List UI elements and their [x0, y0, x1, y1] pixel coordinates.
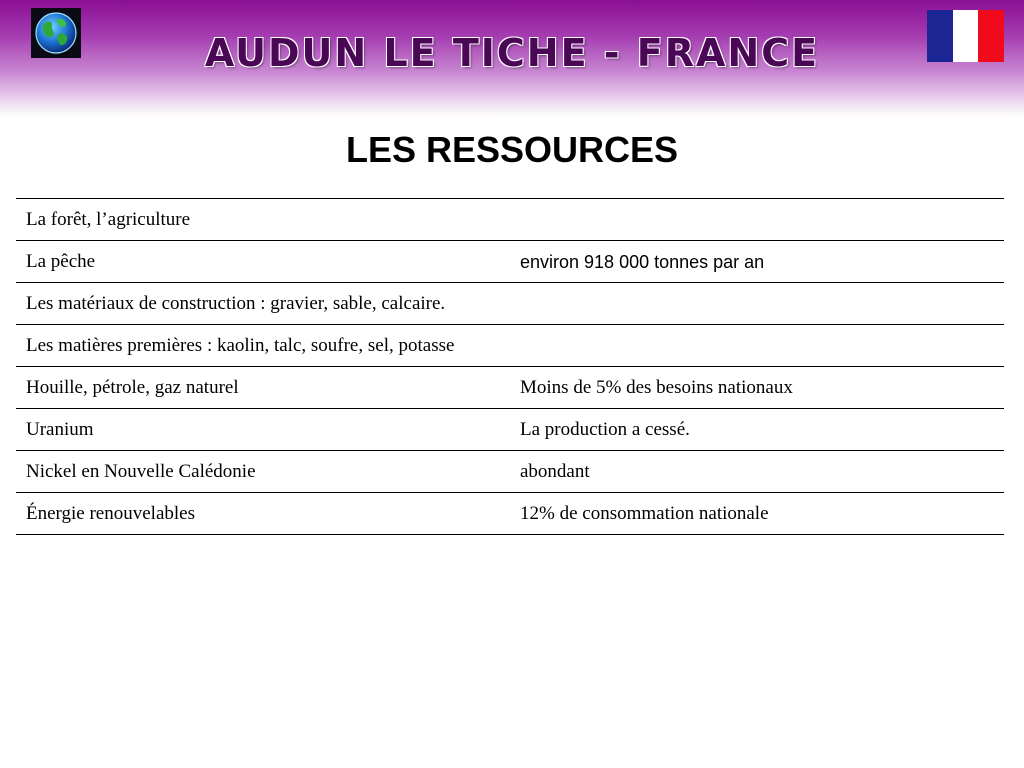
table-row	[16, 283, 1004, 325]
table-row	[16, 451, 1004, 493]
resources-table	[16, 198, 1004, 535]
site-title: AUDUN LE TICHE - FRANCE	[204, 31, 820, 75]
note-cell	[510, 199, 1004, 241]
resource-cell: Houille, pétrole, gaz naturel	[26, 377, 239, 398]
resource-cell: Uranium	[26, 419, 94, 440]
table-row	[16, 409, 1004, 451]
resource-cell: Nickel en Nouvelle Calédonie	[26, 461, 256, 482]
resource-cell: La pêche	[26, 251, 96, 272]
page-heading: LES RESSOURCES	[345, 129, 679, 170]
table-row	[16, 325, 1004, 367]
table-row	[16, 367, 1004, 409]
resource-cell: Énergie renouvelables	[26, 503, 195, 524]
note-cell: abondant	[520, 461, 590, 482]
table-row	[16, 241, 1004, 283]
note-cell: 12% de consommation nationale	[520, 503, 769, 524]
resource-cell: Les matériaux de construction : gravier, sable, calcaire.	[26, 293, 446, 314]
table-row	[16, 493, 1004, 535]
note-cell: Moins de 5% des besoins nationaux	[520, 377, 793, 398]
table-row	[16, 199, 1004, 241]
note-cell: environ 918 000 tonnes par an	[520, 252, 765, 272]
resource-cell: Les matières premières : kaolin, talc, soufre, sel, potasse	[26, 335, 455, 356]
note-cell: La production a cessé.	[520, 419, 690, 440]
note-cell	[510, 283, 1004, 325]
resource-cell: La forêt, l’agriculture	[26, 209, 191, 230]
note-cell	[510, 325, 1004, 367]
